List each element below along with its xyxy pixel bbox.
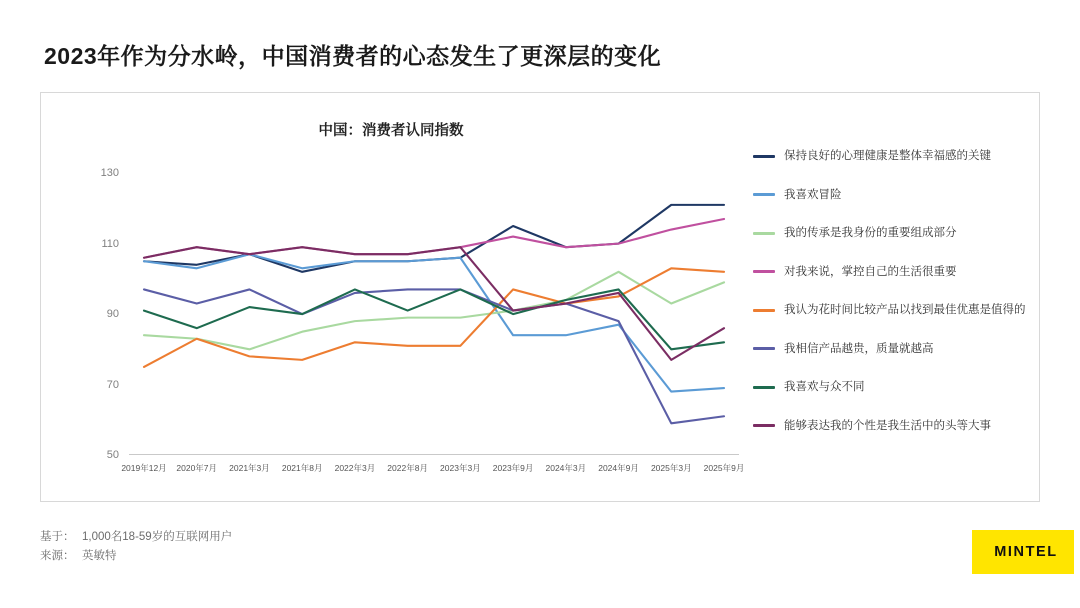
legend-swatch-icon [753,155,775,158]
x-axis-tick: 2020年7月 [176,463,218,473]
legend-swatch-icon [753,309,775,312]
legend-swatch-icon [753,232,775,235]
x-axis-tick: 2025年9月 [703,463,745,473]
footnote-base [40,528,232,547]
footnote-source-value: 英敏特 [82,549,117,562]
footnote-base-value: 1,000名18-59岁的互联网用户 [82,531,233,543]
series-line [144,289,724,349]
chart-legend [753,137,1033,445]
chart-series-lines [129,145,739,455]
mintel-logo [972,530,1080,574]
footnote-base-label: 基于： [40,531,75,543]
legend-label: 我喜欢与众不同 [784,381,865,394]
x-axis-tick: 2019年12月 [121,463,167,473]
x-axis-tick: 2021年3月 [229,463,270,473]
legend-swatch-icon [753,270,775,273]
footnotes [40,528,232,566]
series-line [144,247,724,360]
legend-item[interactable] [753,291,1033,330]
legend-swatch-icon [753,347,775,350]
legend-swatch-icon [753,193,775,196]
series-line [144,254,724,391]
legend-label: 对我来说，掌控自己的生活很重要 [784,265,957,278]
chart-plot-area [100,145,745,473]
x-axis-tick: 2023年3月 [440,463,481,473]
legend-label: 我相信产品越贵，质量就越高 [784,342,934,355]
legend-label: 保持良好的心理健康是整体幸福感的关键 [784,150,991,163]
mintel-logo-text: MINTEL [994,544,1058,560]
chart-title: 中国：消费者认同指数 [318,123,464,139]
x-axis-tick: 2025年3月 [650,463,692,473]
x-axis-tick: 2024年3月 [545,463,587,473]
x-axis-tick: 2023年9月 [492,463,534,473]
legend-label: 我喜欢冒险 [784,188,842,201]
legend-item[interactable] [753,176,1033,215]
page-title: 2023年作为分水岭，中国消费者的心态发生了更深层的变化 [44,43,662,69]
footnote-source-label: 来源： [40,549,75,562]
y-axis-tick: 110 [101,237,119,250]
legend-item[interactable] [753,368,1033,407]
legend-item[interactable] [753,330,1033,369]
legend-item[interactable] [753,253,1033,292]
footnote-source [40,547,232,566]
legend-item[interactable] [753,137,1033,176]
legend-label: 能够表达我的个性是我生活中的头等大事 [784,419,991,432]
y-axis-tick: 90 [106,308,119,321]
legend-label: 我认为花时间比较产品以找到最佳优惠是值得的 [784,304,1026,317]
legend-label: 我的传承是我身份的重要组成部分 [784,227,957,240]
chart-card [40,92,1040,502]
legend-swatch-icon [753,424,775,427]
y-axis-tick: 70 [106,378,119,391]
y-axis-tick: 130 [100,167,119,180]
x-axis-tick: 2022年3月 [334,463,376,473]
x-axis-tick: 2024年9月 [598,463,639,473]
legend-item[interactable] [753,214,1033,253]
x-axis-tick: 2021年8月 [281,463,323,473]
x-axis-tick: 2022年8月 [387,463,428,473]
y-axis-tick: 50 [106,449,119,461]
legend-item[interactable] [753,407,1033,446]
legend-swatch-icon [753,386,775,389]
slide-right-edge [1074,0,1080,608]
